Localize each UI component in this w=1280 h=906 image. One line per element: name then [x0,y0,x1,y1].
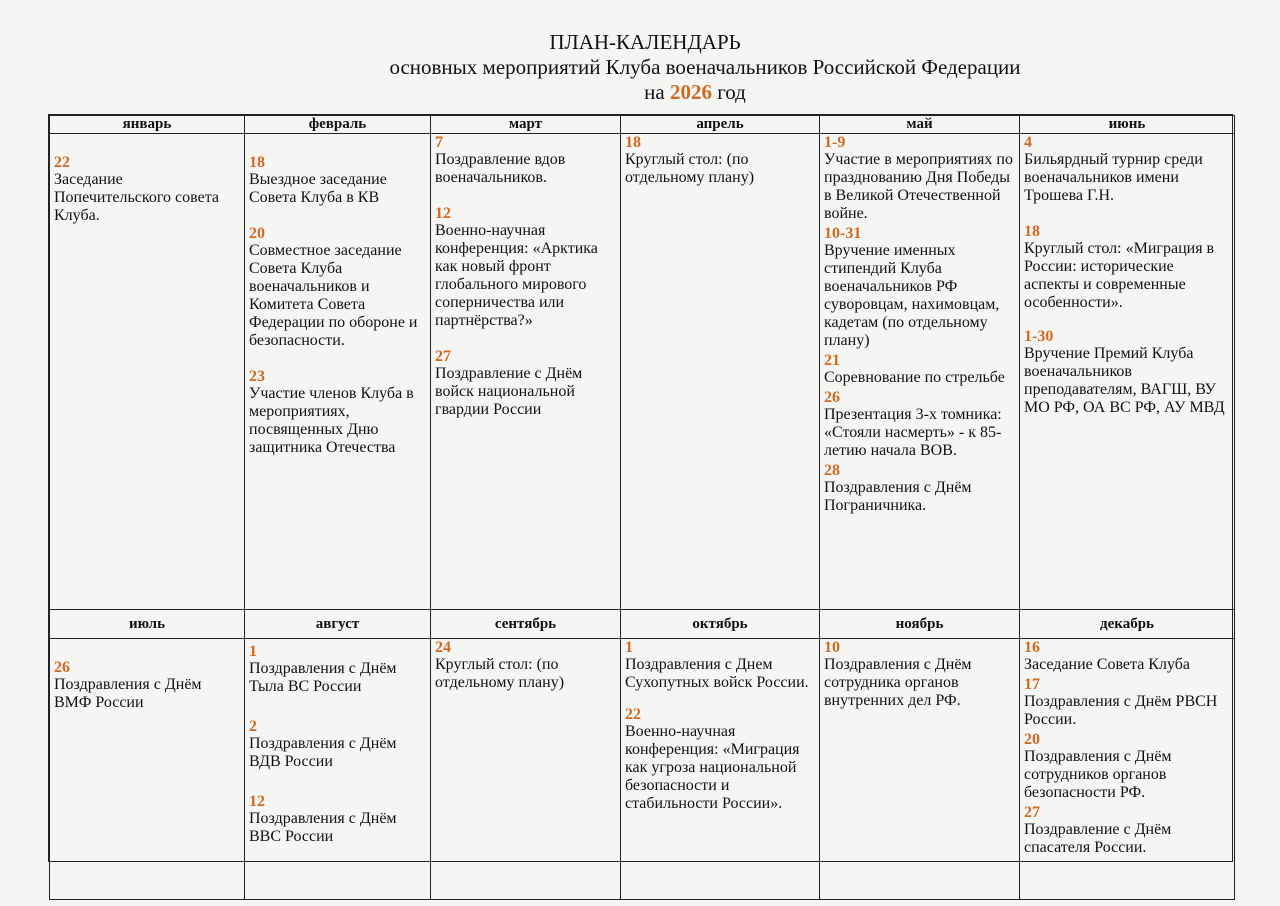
event-text: Вручение именных стипендий Клуба военачальников РФ суворовцам, нахимовцам, кадетам (по отдельному плану) [824,242,1000,349]
event-text: Поздравления с Днём Тыла ВС России [249,660,397,695]
year-prefix: на [644,80,665,104]
event-text: Поздравление с Днём войск национальной гвардии России [435,365,583,418]
month-header-jul: июль [50,610,245,639]
months-header-bottom [50,610,1235,639]
event-item [1024,676,1231,729]
document-year-line [110,80,1280,105]
event-item [54,154,241,225]
event-date: 28 [824,462,840,479]
event-text: Поздравления с Днём Пограничника. [824,479,972,514]
event-text: Круглый стол: (по отдельному плану) [625,151,755,186]
month-header-dec: декабрь [1020,610,1235,639]
event-text: Выездное заседание Совета Клуба в КВ [249,171,387,206]
event-item [1024,134,1231,205]
event-text: Презентация 3-х томника: «Стояли насмерть» - к 85-летию начала ВОВ. [824,406,1002,459]
event-item [249,718,427,771]
event-date: 20 [1024,731,1040,748]
month-cell-may [820,134,1020,610]
event-text: Военно-научная конференция: «Миграция как угроза национальной безопасности и стабильности России». [625,723,800,812]
document-title: ПЛАН-КАЛЕНДАРЬ [549,30,741,54]
event-date: 27 [1024,804,1040,821]
document-title-block [0,30,1280,105]
event-text: Поздравления с Днем Сухопутных войск России. [625,656,809,691]
month-cell-oct [621,639,820,900]
event-item [435,348,617,419]
month-header-mar: март [431,116,621,134]
event-text: Заседание Совета Клуба [1024,656,1190,673]
event-item [824,225,1016,350]
event-item [1024,804,1231,857]
event-date: 23 [249,368,265,385]
event-item [249,793,427,846]
event-date: 17 [1024,676,1040,693]
event-date: 1-30 [1024,328,1054,345]
event-text: Поздравления с Днём ВДВ России [249,735,397,770]
event-item [435,205,617,330]
event-date: 4 [1024,134,1032,151]
event-item [1024,639,1231,674]
month-cell-aug [245,639,431,900]
months-body-top [50,134,1235,610]
month-cell-dec [1020,639,1235,900]
months-body-bottom [50,639,1235,900]
event-date: 10 [824,639,840,656]
month-header-aug: август [245,610,431,639]
event-date: 27 [435,348,451,365]
event-item [249,225,427,350]
month-cell-apr [621,134,820,610]
event-item [54,659,241,712]
document-subtitle: основных мероприятий Клуба военачальников Российской Федерации [389,55,1021,79]
event-date: 1 [625,639,633,656]
event-item [435,134,617,187]
month-header-feb: февраль [245,116,431,134]
event-date: 12 [249,793,265,810]
event-date: 26 [824,389,840,406]
event-item [249,643,427,696]
event-text: Поздравления с Днём ВМФ России [54,676,202,711]
event-text: Круглый стол: «Миграция в России: исторические аспекты и современные особенности». [1024,240,1215,311]
event-item [249,154,427,207]
event-text: Поздравления с Днём сотрудников органов безопасности РФ. [1024,748,1172,801]
event-text: Участие в мероприятиях по празднованию Дня Победы в Великой Отечественной войне. [824,151,1013,222]
event-date: 18 [249,154,265,171]
month-cell-mar [431,134,621,610]
event-date: 16 [1024,639,1040,656]
event-item [435,639,617,692]
event-date: 22 [54,154,70,171]
month-cell-sep [431,639,621,900]
calendar-grid [48,114,1233,862]
month-header-apr: апрель [621,116,820,134]
year-suffix: год [717,80,746,104]
event-text: Соревнование по стрельбе [824,369,1005,386]
event-item [824,352,1016,387]
event-item [1024,223,1231,312]
event-text: Круглый стол: (по отдельному плану) [435,656,565,691]
event-item [824,134,1016,223]
event-item [824,462,1016,515]
month-cell-jun [1020,134,1235,610]
calendar-table [49,115,1235,900]
event-text: Военно-научная конференция: «Арктика как новый фронт глобального мирового соперничества или партнёрства?» [435,222,598,329]
event-date: 1 [249,643,257,660]
month-header-jun: июнь [1020,116,1235,134]
event-date: 21 [824,352,840,369]
month-header-sep: сентябрь [431,610,621,639]
event-date: 20 [249,225,265,242]
month-header-nov: ноябрь [820,610,1020,639]
event-date: 18 [625,134,641,151]
event-text: Поздравления с Днём РВСН России. [1024,693,1218,728]
event-item [824,639,1016,710]
event-date: 10-31 [824,225,862,242]
year-value: 2026 [669,80,712,104]
event-text: Поздравление вдов военачальников. [435,151,566,186]
month-cell-jan [50,134,245,610]
event-text: Участие членов Клуба в мероприятиях, посвященных Дню защитника Отечества [249,385,414,456]
event-text: Совместное заседание Совета Клуба военачальников и Комитета Совета Федерации по обороне и безопасности. [249,242,418,349]
event-item [824,389,1016,460]
event-text: Вручение Премий Клуба военачальников преподавателям, ВАГШ, ВУ МО РФ, ОА ВС РФ, АУ МВД [1024,345,1225,416]
event-date: 22 [625,706,641,723]
month-header-oct: октябрь [621,610,820,639]
event-item [1024,328,1231,417]
event-date: 7 [435,134,443,151]
event-text: Поздравления с Днём сотрудника органов внутренних дел РФ. [824,656,972,709]
event-text: Бильярдный турнир среди военачальников имени Трошева Г.Н. [1024,151,1203,204]
event-text: Заседание Попечительского совета Клуба. [54,171,219,224]
month-header-may: май [820,116,1020,134]
event-item [625,134,816,187]
event-item [625,639,816,692]
month-header-jan: январь [50,116,245,134]
month-cell-feb [245,134,431,610]
event-item [1024,731,1231,802]
month-cell-jul [50,639,245,900]
event-text: Поздравления с Днём ВВС России [249,810,397,845]
event-date: 18 [1024,223,1040,240]
event-date: 2 [249,718,257,735]
event-item [625,706,816,813]
month-cell-nov [820,639,1020,900]
event-text: Поздравление с Днём спасателя России. [1024,821,1172,856]
event-date: 26 [54,659,70,676]
months-header-top [50,116,1235,134]
event-date: 1-9 [824,134,846,151]
event-date: 12 [435,205,451,222]
event-item [249,368,427,457]
event-date: 24 [435,639,451,656]
